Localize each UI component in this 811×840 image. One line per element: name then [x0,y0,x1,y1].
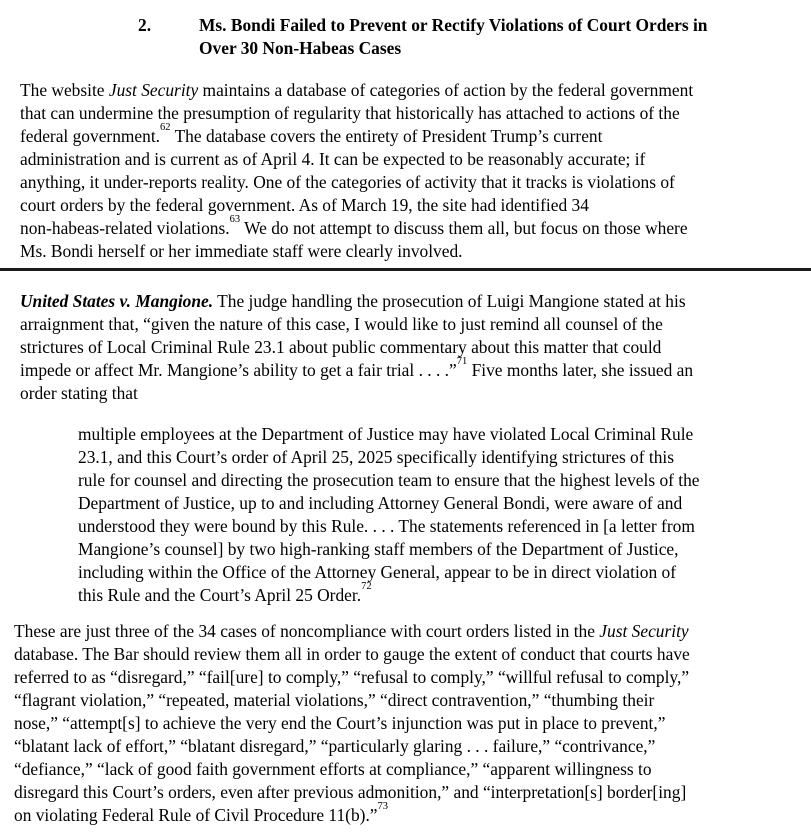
text-line: Ms. Bondi herself or her immediate staff were clearly involved. [20,241,463,261]
text-run: We do not attempt to discuss them all, but focus on those where [240,218,688,238]
text-run: maintains a database of categories of action by the federal government [198,80,694,100]
text-line [20,356,810,382]
text-run: non-habeas-related violations. [20,218,230,238]
text-line: order stating that [20,383,138,403]
text-run: The website [20,80,109,100]
text-line [20,122,810,148]
text-line: “blatant lack of effort,” “blatant disregard,” “particularly glaring . . . failure,” “contrivance,” [14,736,656,756]
text-line: disregard this Court’s orders, even after previous admonition,” and “interpretation[s] border[ing] [14,782,687,802]
case-name: United States v. Mangione. [20,291,214,311]
quote-line: including within the Office of the Attorney General, appear to be in direct violation of [78,562,677,582]
text-run: The database covers the entirety of President Trump’s current [170,126,603,146]
footnote-marker: 62 [160,122,171,133]
text-line: nose,” “attempt[s] to achieve the very end the Court’s injunction was put in place to prevent,” [14,713,666,733]
text-line [20,79,810,102]
text-line: that can undermine the presumption of regularity that historically has attached to actions of the [20,103,680,123]
footnote-marker: 71 [456,356,468,367]
summary-paragraph [14,620,809,827]
quote-line: 23.1, and this Court’s order of April 25, 2025 specifically identifying strictures of this [78,447,675,467]
block-quote [78,423,798,607]
text-line: strictures of Local Criminal Rule 23.1 about public commentary about this matter that could [20,337,662,357]
text-run: on violating Federal Rule of Civil Procedure 11(b).” [14,805,378,825]
publication-name: Just Security [599,621,689,641]
text-line: referred to as “disregard,” “fail[ure] to comply,” “refusal to comply,” “willful refusal to comply,” [14,667,690,687]
text-line [20,290,810,313]
text-line: “flagrant violation,” “repeated, material violations,” “direct contravention,” “thumbing their [14,690,655,710]
text-line: administration and is current as of April 4. It can be expected to be reasonably accurate; if [20,149,646,169]
quote-line: understood they were bound by this Rule. . . . The statements referenced in [a letter from [78,516,695,536]
text-line: court orders by the federal government. As of March 19, the site had identified 34 [20,195,589,215]
text-run: Five months later, she issued an [467,360,694,380]
publication-name: Just Security [108,80,199,100]
text-line: arraignment that, “given the nature of this case, I would like to just remind all counsel of the [20,314,663,334]
footnote-marker: 63 [229,214,241,225]
footnote-marker: 73 [377,801,389,812]
quote-line: Mangione’s counsel] by two high-ranking staff members of the Department of Justice, [78,539,679,559]
page-break-divider [0,268,811,271]
text-run: These are just three of the 34 cases of noncompliance with court orders listed in the [14,621,600,641]
text-line [14,801,809,827]
text-line: “defiance,” “lack of good faith government efforts at compliance,” “apparent willingness to [14,759,652,779]
intro-paragraph [20,79,810,263]
text-run: impede or affect Mr. Mangione’s ability to get a fair trial . . . .” [20,360,457,380]
text-line: anything, it under-reports reality. One of the categories of activity that it tracks is violations of [20,172,675,192]
section-title-line: Over 30 Non-Habeas Cases [199,38,402,58]
section-number: 2. [138,15,152,35]
text-run: The judge handling the prosecution of Luigi Mangione stated at his [213,291,686,311]
text-run: federal government. [20,126,161,146]
quote-line: Department of Justice, up to and including Attorney General Bondi, were aware of and [78,493,683,513]
section-title [199,14,799,60]
quote-line [78,581,798,607]
text-line [14,620,809,643]
text-line [20,214,810,240]
footnote-marker: 72 [361,581,372,592]
quote-line: multiple employees at the Department of Justice may have violated Local Criminal Rule [78,424,694,444]
text-run: this Rule and the Court’s April 25 Order. [78,585,362,605]
quote-line: rule for counsel and directing the prosecution team to ensure that the highest levels of the [78,470,700,490]
mangione-paragraph [20,290,810,405]
text-line: database. The Bar should review them all in order to gauge the extent of conduct that courts have [14,644,690,664]
section-title-line: Ms. Bondi Failed to Prevent or Rectify Violations of Court Orders in [199,15,708,35]
